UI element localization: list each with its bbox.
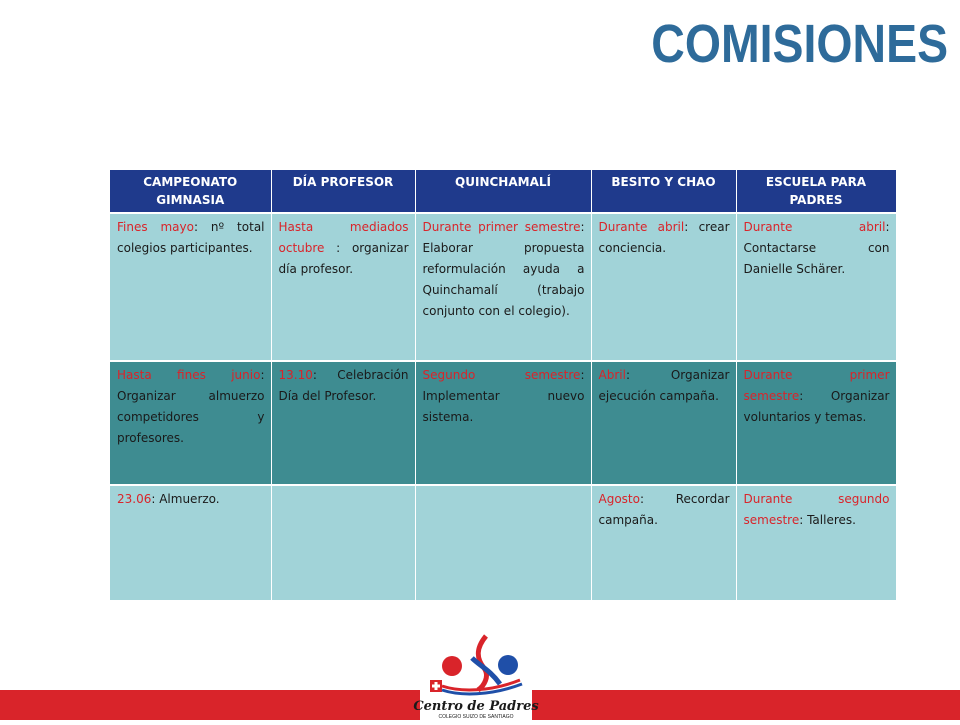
- cell-text: : Contactarse con Danielle Schärer.: [743, 220, 890, 276]
- cell-date: Durante segundo semestre: [743, 492, 890, 527]
- header-campeonato-gimnasia: CAMPEONATO GIMNASIA: [110, 170, 271, 213]
- cell-text: : Almuerzo.: [151, 492, 220, 506]
- logo-blue-circle: [498, 655, 518, 675]
- header-besito-y-chao: BESITO Y CHAO: [591, 170, 736, 213]
- table-cell: [271, 485, 415, 600]
- cell-text: : Celebración Día del Profesor.: [278, 368, 409, 403]
- table-cell: [736, 361, 896, 485]
- cell-date: Hasta fines junio: [117, 368, 261, 382]
- header-dia-profesor: DÍA PROFESOR: [271, 170, 415, 213]
- table-cell: [271, 361, 415, 485]
- cell-text: : organizar día profesor.: [278, 241, 409, 276]
- table-header-row: [110, 170, 896, 213]
- header-escuela-para-padres: ESCUELA PARA PADRES: [736, 170, 896, 213]
- cell-date: 23.06: [117, 492, 152, 506]
- cell-text: : Organizar ejecución campaña.: [598, 368, 730, 403]
- table-row: [110, 213, 896, 361]
- table-cell: [736, 213, 896, 361]
- cell-date: Fines mayo: [117, 220, 194, 234]
- logo-subtitle-text: COLEGIO SUIZO DE SANTIAGO: [438, 714, 514, 720]
- logo-red-circle: [442, 656, 462, 676]
- cell-date: Agosto: [598, 492, 640, 506]
- centro-de-padres-logo: [413, 634, 539, 720]
- table-cell: [110, 213, 271, 361]
- cell-text: : Organizar voluntarios y temas.: [743, 389, 890, 424]
- logo-name-text: Centro de Padres: [413, 699, 539, 714]
- table-cell: [591, 361, 736, 485]
- commissions-table: [110, 170, 897, 600]
- cell-date: Durante abril: [743, 220, 886, 234]
- table-cell: [415, 485, 591, 600]
- cell-date: 13.10: [278, 368, 313, 382]
- cell-text: : crear conciencia.: [598, 220, 730, 255]
- cell-text: : Organizar almuerzo competidores y profesores.: [117, 368, 265, 445]
- table-row: [110, 485, 896, 600]
- table-cell: [271, 213, 415, 361]
- table-cell: [415, 361, 591, 485]
- cell-text: : Elaborar propuesta reformulación ayuda a Quinchamalí (trabajo conjunto con el colegio).: [422, 220, 585, 318]
- logo-graphic: [413, 634, 539, 720]
- cell-date: Durante abril: [598, 220, 685, 234]
- table-cell: [110, 485, 271, 600]
- table-row: [110, 361, 896, 485]
- table-cell: [110, 361, 271, 485]
- cell-date: Hasta mediados octubre: [278, 220, 409, 255]
- header-quinchamali: QUINCHAMALÍ: [415, 170, 591, 213]
- table-cell: [415, 213, 591, 361]
- cell-text: : Implementar nuevo sistema.: [422, 368, 585, 424]
- cell-date: Durante primer semestre: [743, 368, 890, 403]
- cell-text: : Recordar campaña.: [598, 492, 730, 527]
- cell-text: : Talleres.: [799, 513, 856, 527]
- cell-date: Segundo semestre: [422, 368, 581, 382]
- cell-date: Abril: [598, 368, 626, 382]
- table-cell: [591, 213, 736, 361]
- slide-title: COMISIONES: [651, 14, 948, 74]
- table-cell: [736, 485, 896, 600]
- cell-text: : nº total colegios participantes.: [117, 220, 265, 255]
- cell-date: Durante primer semestre: [422, 220, 581, 234]
- table-cell: [591, 485, 736, 600]
